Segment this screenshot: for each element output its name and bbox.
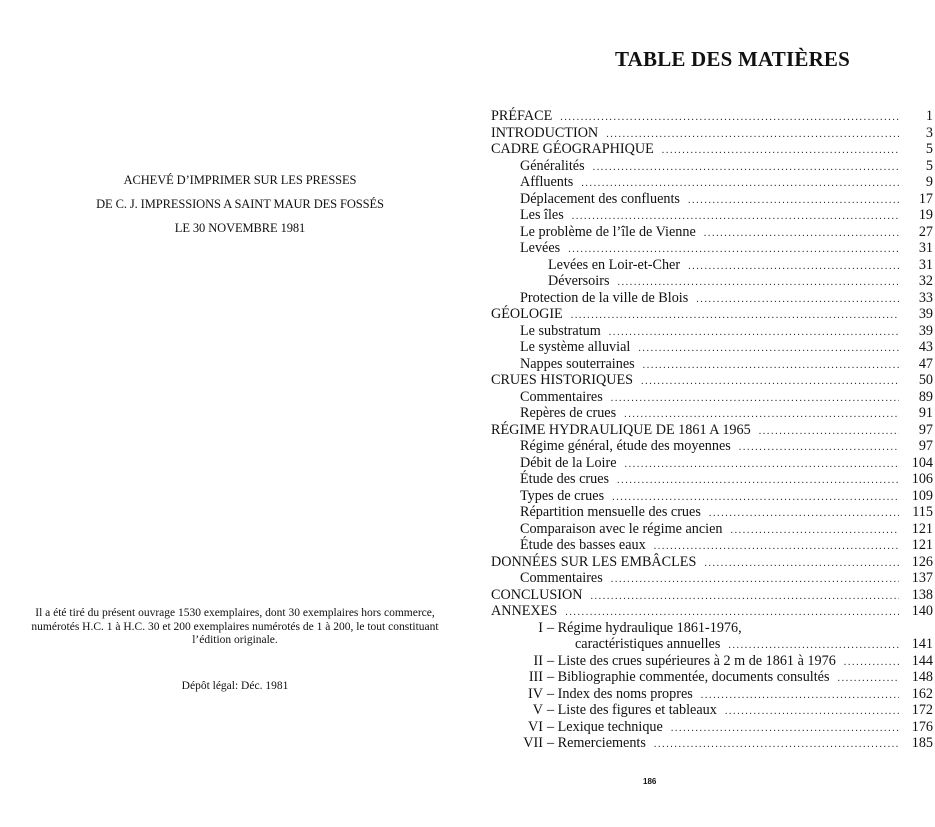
annex-title: – Index des noms propres xyxy=(547,685,693,702)
annex-entry xyxy=(491,653,933,670)
toc-entry-page: 31 xyxy=(918,240,933,256)
toc-entry-page: 121 xyxy=(911,520,933,537)
annex-page: 148 xyxy=(911,669,933,685)
dot-leader xyxy=(571,310,899,321)
legal-deposit: Dépôt légal: Déc. 1981 xyxy=(181,680,289,692)
annex-label xyxy=(491,620,750,637)
colophon-line: LE 30 NOVEMBRE 1981 xyxy=(174,221,306,235)
colophon-line: DE C. J. IMPRESSIONS A SAINT MAUR DES FOSSÉS xyxy=(96,197,384,211)
toc-entry xyxy=(491,158,933,175)
toc-entry-page: 39 xyxy=(918,306,933,322)
dot-leader xyxy=(606,129,899,140)
toc-entry-page: 91 xyxy=(918,405,933,421)
dot-leader xyxy=(701,690,899,701)
dot-leader xyxy=(593,162,899,173)
dot-leader xyxy=(696,294,899,305)
toc-entry xyxy=(491,207,933,224)
annex-title: – Liste des figures et tableaux xyxy=(547,702,717,718)
toc-entry-label: Comparaison avec le régime ancien xyxy=(520,520,723,537)
toc-entry-label: RÉGIME HYDRAULIQUE DE 1861 A 1965 xyxy=(491,421,751,438)
toc-entry-page: 104 xyxy=(911,454,933,471)
annex-page: 141 xyxy=(911,636,933,652)
annex-label xyxy=(491,686,701,703)
print-run-line: numérotés H.C. 1 à H.C. 30 et 200 exemplaires numérotés de 1 à 200, le tout constituant xyxy=(31,620,439,633)
toc-entry-label: Affluents xyxy=(520,174,574,190)
toc-entry-page: 17 xyxy=(918,190,933,207)
toc-entry xyxy=(491,521,933,538)
print-run-notice xyxy=(0,607,470,648)
toc-entry-label: Étude des crues xyxy=(520,471,610,487)
toc-entry xyxy=(491,174,933,191)
toc-entry-page: 121 xyxy=(911,537,933,553)
colophon-line: ACHEVÉ D’IMPRIMER SUR LES PRESSES xyxy=(123,173,357,187)
toc-entry xyxy=(491,422,933,439)
dot-leader xyxy=(704,558,899,569)
toc-entry-page: 5 xyxy=(925,141,933,157)
dot-leader xyxy=(844,657,899,668)
dot-leader xyxy=(730,525,899,536)
page-number: 186 xyxy=(643,777,657,786)
toc-entry-label: Commentaires xyxy=(520,570,603,586)
dot-leader xyxy=(671,723,899,734)
dot-leader xyxy=(625,459,899,470)
toc-entry-page: 97 xyxy=(918,421,933,438)
print-run-line: Il a été tiré du présent ouvrage 1530 exemplaires, dont 30 exemplaires hors commerce, xyxy=(35,607,435,619)
toc-entry-label: GÉOLOGIE xyxy=(491,306,563,322)
toc-entry-page: 97 xyxy=(918,438,933,454)
toc-entry xyxy=(491,389,933,406)
toc-entry-label: Débit de la Loire xyxy=(520,454,617,471)
annex-entry-continuation xyxy=(491,636,933,653)
annex-label xyxy=(491,735,654,752)
toc-entry-page: 32 xyxy=(918,273,933,289)
toc-entry-label: Le substratum xyxy=(520,322,601,339)
dot-leader xyxy=(759,426,899,437)
dot-leader xyxy=(709,508,899,519)
toc-entry-label: Le système alluvial xyxy=(520,339,631,355)
toc-entry-page: 9 xyxy=(925,174,933,190)
toc-entry xyxy=(491,108,933,125)
toc-entry-label: ANNEXES xyxy=(491,603,558,619)
toc-entry-page: 39 xyxy=(918,322,933,339)
toc-entry xyxy=(491,125,933,142)
toc-entry xyxy=(491,323,933,340)
dot-leader xyxy=(688,195,899,206)
toc-entry-page: 109 xyxy=(911,487,933,504)
toc-entry xyxy=(491,587,933,604)
toc-entry xyxy=(491,191,933,208)
toc-entry xyxy=(491,438,933,455)
toc-entry-label: Levées en Loir-et-Cher xyxy=(548,256,681,273)
right-page xyxy=(470,0,935,827)
annex-number: I xyxy=(538,619,543,636)
annex-entry xyxy=(491,620,933,637)
annex-number: IV xyxy=(528,685,543,702)
toc-entry xyxy=(491,257,933,274)
toc-entry-label: Repères de crues xyxy=(520,405,617,421)
toc-entry xyxy=(491,471,933,488)
toc-entry-label: Répartition mensuelle des crues xyxy=(520,504,701,520)
toc-entry-label: Nappes souterraines xyxy=(520,355,635,372)
annex-page: 176 xyxy=(911,718,933,735)
dot-leader xyxy=(662,145,899,156)
dot-leader xyxy=(611,393,899,404)
toc-entry-label: Les îles xyxy=(520,207,564,223)
toc-entry xyxy=(491,455,933,472)
toc-entry-label: INTRODUCTION xyxy=(491,124,599,141)
toc-entry-label: Régime général, étude des moyennes xyxy=(520,438,731,454)
annex-entry xyxy=(491,702,933,719)
toc-entry-label: Types de crues xyxy=(520,487,605,504)
dot-leader xyxy=(725,706,899,717)
annex-page: 172 xyxy=(911,702,933,718)
toc-entry xyxy=(491,488,933,505)
dot-leader xyxy=(617,277,899,288)
dot-leader xyxy=(612,492,899,503)
annex-number: II xyxy=(533,652,543,669)
dot-leader xyxy=(609,327,899,338)
toc-entry xyxy=(491,290,933,307)
toc-entry-page: 50 xyxy=(918,372,933,388)
annex-label xyxy=(491,669,838,686)
toc-entry-label: Commentaires xyxy=(520,388,603,405)
toc-entry xyxy=(491,141,933,158)
dot-leader xyxy=(560,112,899,123)
annex-number: VII xyxy=(523,735,543,751)
toc-entry-page: 89 xyxy=(918,388,933,405)
toc-entry-label: CADRE GÉOGRAPHIQUE xyxy=(491,141,654,157)
annex-number: VI xyxy=(528,718,543,735)
annex-page: 162 xyxy=(911,685,933,702)
annex-label xyxy=(491,702,725,719)
annex-entry xyxy=(491,719,933,736)
dot-leader xyxy=(739,442,899,453)
toc-entry-label: Le problème de l’île de Vienne xyxy=(520,223,696,240)
toc-entry-page: 33 xyxy=(918,289,933,306)
toc-entry-page: 27 xyxy=(918,223,933,240)
dot-leader xyxy=(728,640,899,651)
dot-leader xyxy=(641,376,899,387)
toc-entry xyxy=(491,224,933,241)
dot-leader xyxy=(590,591,899,602)
toc-entry-label: Généralités xyxy=(520,157,585,174)
annex-entry xyxy=(491,686,933,703)
toc-entry xyxy=(491,240,933,257)
dot-leader xyxy=(617,475,899,486)
annex-title-continuation: caractéristiques annuelles xyxy=(575,636,721,652)
dot-leader xyxy=(654,541,899,552)
annex-page: 144 xyxy=(911,652,933,669)
toc-entry xyxy=(491,405,933,422)
annex-title: – Régime hydraulique 1861-1976, xyxy=(547,619,742,636)
toc-entry-page: 5 xyxy=(925,157,933,174)
toc-entry-page: 1 xyxy=(925,108,933,124)
table-of-contents xyxy=(491,108,933,752)
toc-entry xyxy=(491,504,933,521)
colophon xyxy=(70,168,410,240)
toc-entry xyxy=(491,306,933,323)
dot-leader xyxy=(581,178,899,189)
dot-leader xyxy=(688,261,899,272)
toc-entry xyxy=(491,603,933,620)
toc-entry-label: DONNÉES SUR LES EMBÂCLES xyxy=(491,553,697,570)
annex-number: III xyxy=(528,669,543,685)
dot-leader xyxy=(654,739,899,750)
page-title: TABLE DES MATIÈRES xyxy=(614,47,851,71)
annex-number: V xyxy=(532,702,543,718)
toc-entry-label: Déplacement des confluents xyxy=(520,190,680,207)
toc-entry xyxy=(491,372,933,389)
print-run-line: l’édition originale. xyxy=(192,634,278,646)
dot-leader xyxy=(643,360,899,371)
dot-leader xyxy=(572,211,899,222)
toc-entry-page: 47 xyxy=(918,355,933,372)
toc-entry-label: CONCLUSION xyxy=(491,586,583,603)
dot-leader xyxy=(638,343,899,354)
dot-leader xyxy=(704,228,899,239)
toc-entry-page: 115 xyxy=(912,504,933,520)
toc-entry-page: 138 xyxy=(911,586,933,603)
toc-entry-label: Levées xyxy=(520,240,561,256)
toc-entry-page: 126 xyxy=(911,553,933,570)
annex-label xyxy=(491,719,671,736)
annex-entry xyxy=(491,669,933,686)
dot-leader xyxy=(611,574,899,585)
toc-entry xyxy=(491,339,933,356)
annex-title: – Liste des crues supérieures à 2 m de 1861 à 1976 xyxy=(547,652,836,669)
toc-entry-label: CRUES HISTORIQUES xyxy=(491,372,634,388)
toc-entry xyxy=(491,356,933,373)
toc-entry-label: Déversoirs xyxy=(548,273,610,289)
annex-label xyxy=(491,653,844,670)
toc-entry-page: 19 xyxy=(918,207,933,223)
toc-entry xyxy=(491,273,933,290)
dot-leader xyxy=(624,409,899,420)
toc-entry-page: 3 xyxy=(925,124,933,141)
dot-leader xyxy=(568,244,899,255)
toc-entry-label: Étude des basses eaux xyxy=(520,537,646,553)
toc-entry-label: PRÉFACE xyxy=(491,108,553,124)
toc-entry xyxy=(491,554,933,571)
toc-entry-page: 31 xyxy=(918,256,933,273)
annex-title: – Bibliographie commentée, documents consultés xyxy=(547,669,830,685)
annex-title: – Lexique technique xyxy=(547,718,663,735)
dot-leader xyxy=(565,607,899,618)
toc-entry-label: Protection de la ville de Blois xyxy=(520,289,689,306)
toc-entry xyxy=(491,570,933,587)
toc-entry-page: 106 xyxy=(911,471,933,487)
dot-leader xyxy=(838,673,899,684)
toc-entry xyxy=(491,537,933,554)
toc-entry-page: 140 xyxy=(911,603,933,619)
annex-page: 185 xyxy=(911,735,933,751)
annex-title: – Remerciements xyxy=(547,735,646,751)
toc-entry-page: 43 xyxy=(918,339,933,355)
toc-entry-page: 137 xyxy=(911,570,933,586)
annex-entry xyxy=(491,735,933,752)
